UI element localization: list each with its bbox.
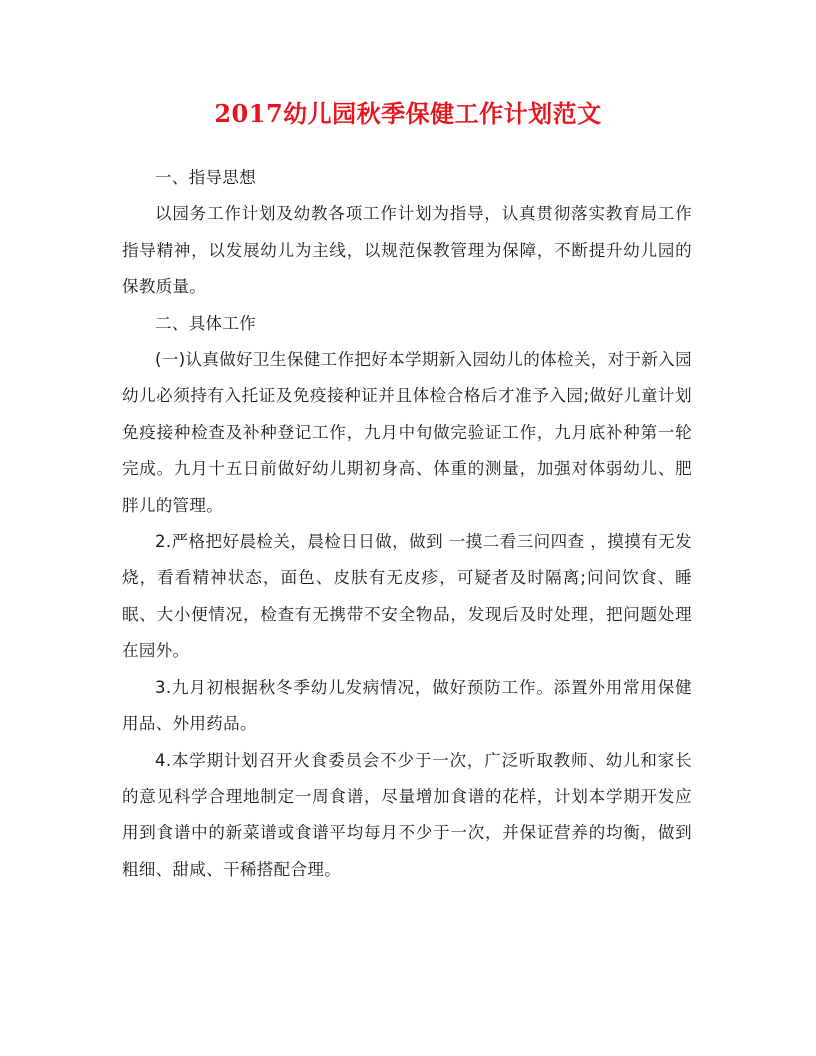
paragraph-item-3: 3.九月初根据秋冬季幼儿发病情况，做好预防工作。添置外用常用保健用品、外用药品。 <box>122 677 692 734</box>
paragraph-item-2: 2.严格把好晨检关，晨检日日做，做到 一摸二看三问四查 ，摸摸有无发烧，看看精神状态，面色、皮肤有无皮疹，可疑者及时隔离;问问饮食、睡眠、大小便情况，检查有无携带不安全物品，发现后及时处理，把问题处理在园外。 <box>122 532 692 661</box>
paragraph-item-4: 4.本学期计划召开火食委员会不少于一次，广泛听取教师、幼儿和家长的意见科学合理地制定一周食谱，尽量增加食谱的花样，计划本学期开发应用到食谱中的新菜谱或食谱平均每月不少于一次，并保证营养的均衡，做到粗细、甜咸、干稀搭配合理。 <box>122 750 692 879</box>
paragraph-item-1: (一)认真做好卫生保健工作把好本学期新入园幼儿的体检关，对于新入园幼儿必须持有入托证及免疫接种证并且体检合格后才准予入园;做好儿童计划免疫接种检查及补种登记工作，九月中旬做完验证工作，九月底补种第一轮完成。九月十五日前做好幼儿期初身高、体重的测量，加强对体弱幼儿、肥胖儿的管理。 <box>122 350 692 515</box>
document-body <box>122 160 692 888</box>
heading-guiding-thought: 一、指导思想 <box>155 168 257 187</box>
heading-specific-work: 二、具体工作 <box>155 313 257 333</box>
document-title: 2017幼儿园秋季保健工作计划范文 <box>214 99 602 128</box>
paragraph-guiding-thought: 以园务工作计划及幼教各项工作计划为指导，认真贯彻落实教育局工作指导精神，以发展幼儿为主线，以规范保教管理为保障，不断提升幼儿园的保教质量。 <box>122 204 692 297</box>
